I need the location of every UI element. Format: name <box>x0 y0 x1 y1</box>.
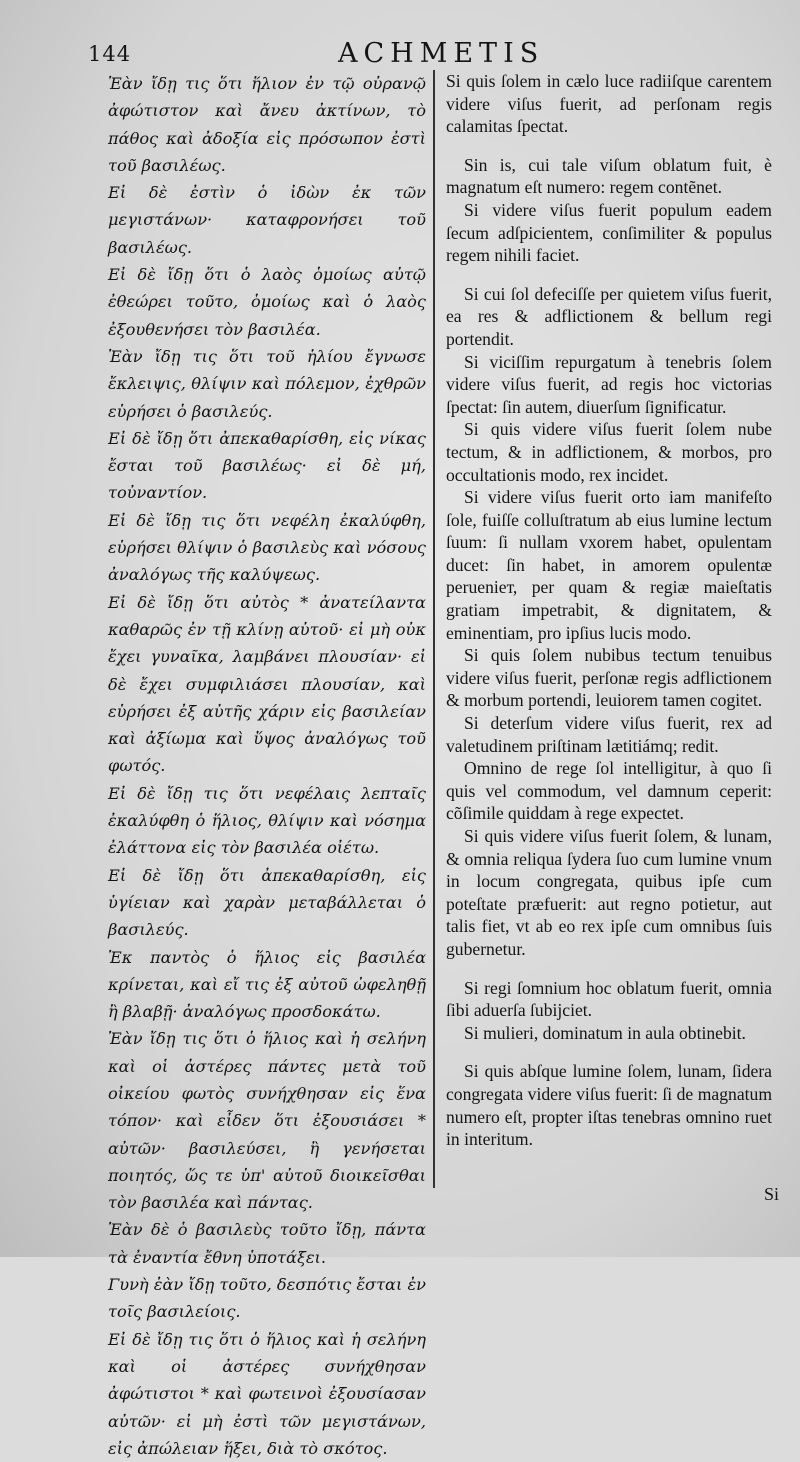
latin-paragraph: Si quis videre viſus fuerit ſolem, & lunam, & omnia reliqua ſydera ſuo cum lumine vnum in locum congregata, quibus ipſe cum poteſtate præfuerit: aut regno potietur, aut talis fiet, vt ab eo rex ipſe cum omnibus ſuis gubernetur. <box>446 826 772 959</box>
greek-paragraph: Εἰ δὲ ἴδῃ τις ὅτι νεφέλαις λεπταῖς ἐκαλύφθη ὁ ἥλιος, θλίψιν καὶ νόσημα ἐλάττονα εἰς τὸν βασιλέα οἰέτω. <box>108 783 426 858</box>
greek-paragraph: Εἰ δὲ ἴδῃ ὅτι ἀπεκαθαρίσθη, εἰς ὑγίειαν καὶ χαρὰν μεταβάλλεται ὁ βασιλεύς. <box>108 865 426 940</box>
latin-paragraph: Si cui ſol defeciſſe per quietem viſus fuerit, ea res & adflictionem & bellum regi portendit. <box>446 283 772 349</box>
greek-paragraph: Εἰ δὲ ἴδῃ ὅτι αὐτὸς * ἀνατείλαντα καθαρῶς ἐν τῇ κλίνῃ αὐτοῦ· εἰ μὴ οὐκ ἔχει γυναῖκα, λαμβάνει πλουσίαν· εἰ δὲ ἔχει συμφιλιάσει πλουσίαν, καὶ εὑρήσει ἐξ αὐτῆς χάριν εἰς βασιλείαν καὶ ἀξίωμα καὶ ὕψος ἀναλόγως τοῦ φωτός. <box>108 592 426 776</box>
latin-paragraph: Sin is, cui tale viſum oblatum fuit, è magnatum eſt numero: regem contẽnet. <box>446 154 772 198</box>
latin-paragraph: Si quis videre viſus fuerit ſolem nube tectum, & in adflictionem, & morbos, pro occultationis modo, rex incidet. <box>446 419 772 485</box>
page-number: 144 <box>88 42 132 66</box>
greek-paragraph: Εἰ δὲ ἐστὶν ὁ ἰδὼν ἐκ τῶν μεγιστάνων· καταφρονήσει τοῦ βασιλέως. <box>108 183 426 257</box>
latin-paragraph: Omnino de rege ſol intelligitur, à quo ſi quis vel commodum, vel damnum ceperit: cõſimile quiddam à rege expectet. <box>446 758 772 824</box>
latin-paragraph: Si quis abſque lumine ſolem, lunam, ſidera congregata videre viſus fuerit: ſi de magnatum numero eſt, propter iſtas tenebras omnino ruet in interitum. <box>446 1061 772 1150</box>
greek-paragraph: Ἐὰν ἴδῃ τις ὅτι ὁ ἥλιος καὶ ἡ σελήνη καὶ οἱ ἀστέρες πάντες μετὰ τοῦ οἰκείου φωτὸς συνήχθησαν εἰς ἕνα τόπον· καὶ εἶδεν ὅτι ἐξουσιάσει * αὐτῶν· βασιλεύσει, ἢ γενήσεται ποιητός, ὥς τε ὑπ' αὐτοῦ διοικεῖσθαι τὸν βασιλέα καὶ πάντας. <box>108 1029 426 1213</box>
greek-paragraph: Εἰ δὲ ἴδῃ τις ὅτι νεφέλη ἐκαλύφθη, εὑρήσει θλίψιν ὁ βασιλεὺς καὶ νόσους ἀναλόγως τῆς καλύψεως. <box>108 510 426 585</box>
greek-paragraph: Ἐὰν δὲ ὁ βασιλεὺς τοῦτο ἴδῃ, πάντα τὰ ἐναντία ἔθνη ὑποτάξει. <box>108 1220 426 1267</box>
greek-paragraph: Ἐὰν ἴδῃ τις ὅτι τοῦ ἡλίου ἔγνωσε ἔκλειψις, θλίψιν καὶ πόλεμον, ἐχθρῶν εὑρήσει ὁ βασιλεύς. <box>108 346 426 421</box>
latin-paragraph: Si viciſſim repurgatum à tenebris ſolem videre viſus fuerit, ad regis hoc victorias ſpectat: ſin autem, diuerſum ſignificatur. <box>446 351 772 417</box>
greek-paragraph: Γυνὴ ἐὰν ἴδῃ τοῦτο, δεσπότις ἔσται ἐν τοῖς βασιλείοις. <box>108 1275 426 1322</box>
latin-paragraph: Si quis ſolem nubibus tectum tenuibus videre viſus fuerit, perſonæ regis adflictionem & morbum portendi, leuiorem tamen cogitet. <box>446 645 772 711</box>
latin-paragraph: Si quis ſolem in cælo luce radiiſque carentem videre viſus fuerit, ad perſonam regis calamitas ſpectat. <box>446 71 772 137</box>
latin-paragraph: Si regi ſomnium hoc oblatum fuerit, omnia ſibi aduerſa ſubijciet. <box>446 977 772 1021</box>
greek-column <box>108 70 426 1462</box>
latin-paragraph: Si mulieri, dominatum in aula obtinebit. <box>464 1022 746 1043</box>
latin-paragraph: Si videre viſus fuerit populum eadem ſecum adſpicientem, conſimiliter & populus regem nihili faciet. <box>446 199 772 266</box>
latin-paragraph: Si deterſum videre viſus fuerit, rex ad valetudinem priſtinam lætitiámq; redit. <box>446 713 772 756</box>
running-head: ACHMETIS <box>338 38 545 69</box>
latin-column <box>446 70 772 1151</box>
greek-paragraph: Εἰ δὲ ἴδῃ ὅτι ὁ λαὸς ὁμοίως αὐτῷ ἐθεώρει τοῦτο, ὁμοίως καὶ ὁ λαὸς ἐξουθενήσει τὸν βασιλέα. <box>108 265 426 339</box>
latin-paragraph: Si videre viſus fuerit orto iam manifeſto ſole, fuiſſe colluſtratum ab eius lumine lectum ſuum: ſi nullam vxorem habet, opulentam ducet: ſin habet, in amorem opulentæ peruenieт, per quam & regiæ maieſtatis gratiam impetrabit, & dignitatem, & eminentiam, pro ipſius lucis modo. <box>446 487 772 643</box>
column-divider <box>433 70 435 1188</box>
catchword: Si <box>764 1184 780 1204</box>
greek-paragraph: Ἐὰν ἴδῃ τις ὅτι ἥλιον ἐν τῷ οὐρανῷ ἀφώτιστον καὶ ἄνευ ἀκτίνων, τὸ πάθος καὶ ἀδοξία εἰς πρόσωπον ἐστὶ τοῦ βασιλέως. <box>108 74 426 175</box>
greek-paragraph: Εἰ δὲ ἴδῃ ὅτι ἀπεκαθαρίσθη, εἰς νίκας ἔσται τοῦ βασιλέως· εἰ δὲ μή, τοὐναντίον. <box>108 428 426 503</box>
greek-paragraph: Ἐκ παντὸς ὁ ἥλιος εἰς βασιλέα κρίνεται, καὶ εἴ τις ἐξ αὐτοῦ ὠφεληθῇ ἢ βλαβῇ· ἀναλόγως προσδοκάτω. <box>108 947 426 1022</box>
greek-paragraph: Εἰ δὲ ἴδῃ τις ὅτι ὁ ἥλιος καὶ ἡ σελήνη καὶ οἱ ἀστέρες συνήχθησαν ἀφώτιστοι * καὶ φωτεινοὶ ἐξουσίασαν αὐτῶν· εἰ μὴ ἐστὶ τῶν μεγιστάνων, εἰς ἀπώλειαν ἥξει, διὰ τὸ σκότος. <box>108 1329 426 1458</box>
